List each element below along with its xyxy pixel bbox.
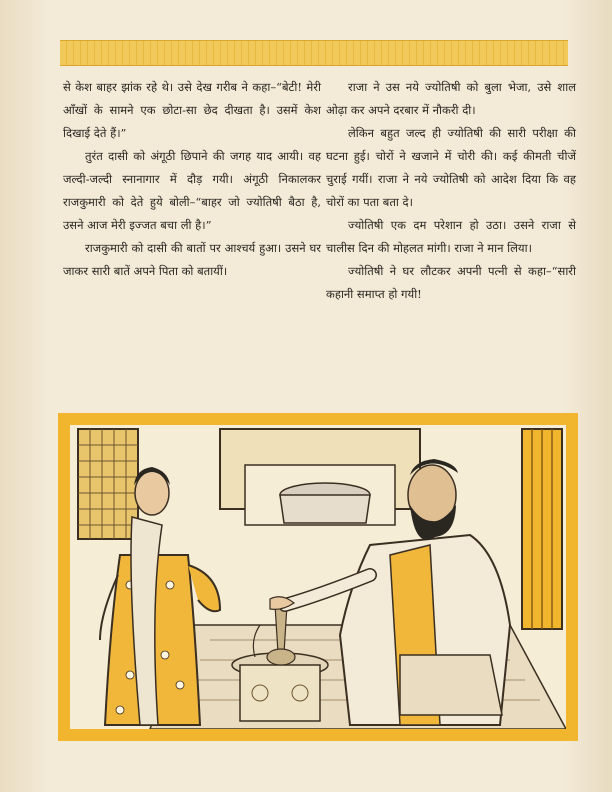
paragraph: ज्योतिषी ने घर लौटकर अपनी पत्नी से कहा–“सारी कहानी समाप्त हो गयी! (326, 264, 576, 301)
story-illustration (58, 413, 578, 741)
right-text-column (326, 76, 576, 306)
illustration-drawing (70, 425, 566, 729)
paragraph: राजकुमारी को दासी की बातों पर आश्चर्य हुआ। उसने घर जाकर सारी बातें अपने पिता को बतायीं। (63, 241, 321, 278)
paragraph: राजा ने उस नये ज्योतिषी को बुला भेजा, उसे शाल ओढ़ा कर अपने दरबार में नौकरी दी। (326, 80, 576, 117)
paragraph: से केश बाहर झांक रहे थे। उसे देख गरीब ने कहा–“बेटी! मेरी आँखों के सामने एक छोटा-सा छेद दीखता है। उसमें केश दिखाई देते हैं।” (63, 80, 321, 140)
decorative-banner (60, 40, 568, 66)
paragraph: लेकिन बहुत जल्द ही ज्योतिषी की सारी परीक्षा की घटना हुई। चोरों ने खजाने में चोरी की। कई कीमती चीजें चुराई गयीं। राजा ने नये ज्योतिषी को आदेश दिया कि वह चोरों का पता बता दे। (326, 126, 576, 209)
left-text-column (63, 76, 321, 283)
paragraph: ज्योतिषी एक दम परेशान हो उठा। उसने राजा से चालीस दिन की मोहलत मांगी। राजा ने मान लिया। (326, 218, 576, 255)
paragraph: तुरंत दासी को अंगूठी छिपाने की जगह याद आयी। वह जल्दी-जल्दी स्नानागार में दौड़ गयी। अंगूठी निकालकर राजकुमारी को देते हुये बोली–“बाहर जो ज्योतिषी बैठा है, उसने आज मेरी इज्जत बचा ली है।” (63, 149, 321, 232)
